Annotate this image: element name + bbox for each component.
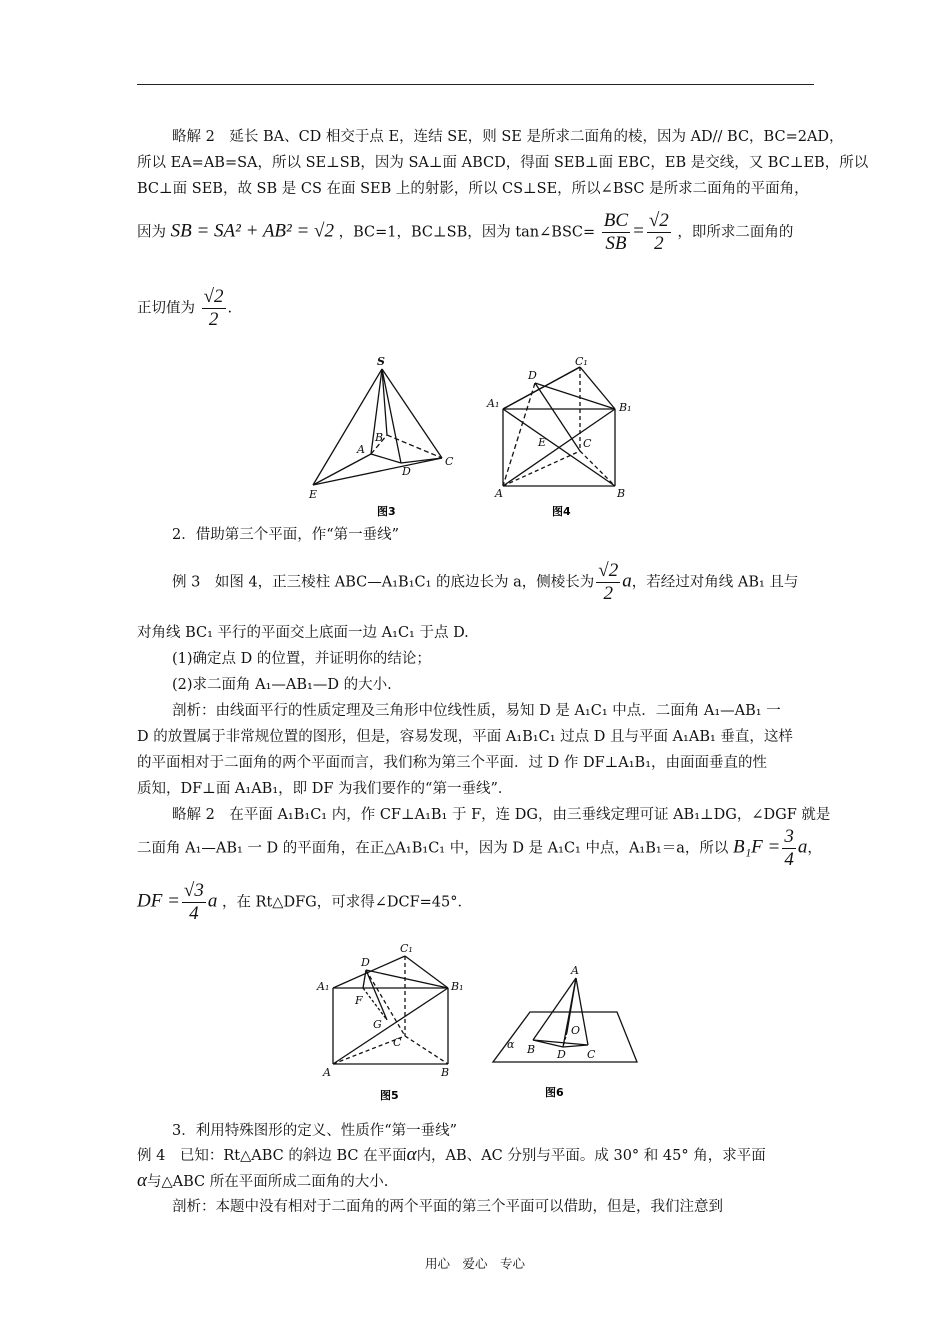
- question-2: (2)求二面角 A₁—AB₁—D 的大小.: [172, 677, 392, 693]
- figure-5-prism: [315, 940, 475, 1105]
- text-tan: ，BC=1，BC⊥SB，因为 tan∠BSC=: [338, 224, 596, 241]
- svg-text:D: D: [557, 1048, 566, 1061]
- svg-text:E: E: [309, 488, 318, 501]
- figure-5-caption: 图5: [380, 1089, 399, 1102]
- equation-b1f: B₁F =: [732, 836, 781, 858]
- svg-text:E: E: [538, 436, 547, 449]
- figure-6-caption: 图6: [545, 1086, 564, 1099]
- heading-2: 2．借助第三个平面，作“第一垂线”: [172, 527, 400, 543]
- svg-text:D: D: [361, 956, 370, 969]
- analysis-line5: 剖析：本题中没有相对于二面角的两个平面的第三个平面可以借助，但是，我们注意到: [172, 1199, 723, 1215]
- analysis-line3: 的平面相对于二面角的两个平面而言，我们称为第三个平面．过 D 作 DF⊥A₁B₁，由面面垂直的性: [137, 755, 768, 771]
- solution2-line2: 所以 EA=AB=SA，所以 SE⊥SB，因为 SA⊥面 ABCD，得面 SEB⊥面 EBC，EB 是交线，又 BC⊥EB，所以: [137, 155, 869, 171]
- analysis-line1: 剖析：由线面平行的性质定理及三角形中位线性质，易知 D 是 A₁C₁ 中点．二面角 A₁—AB₁ 一: [172, 703, 781, 719]
- svg-text:A₁: A₁: [487, 397, 500, 410]
- heading-3: 3．利用特殊图形的定义、性质作“第一垂线”: [172, 1123, 458, 1139]
- svg-text:α: α: [507, 1038, 515, 1051]
- svg-text:D: D: [528, 369, 537, 382]
- text-because: 因为: [137, 224, 166, 241]
- fraction-sqrt2-2: $\frac{√2}{2}$: [648, 210, 669, 254]
- svg-text:A: A: [571, 964, 579, 977]
- solution2-line5: 正切值为 $\frac{√2}{2}$ .: [137, 286, 233, 330]
- svg-text:O: O: [571, 1024, 581, 1037]
- fraction-sqrt2-over-2: $\frac{√2}{2}$: [598, 560, 619, 604]
- solution2-line4: 因为 SB = SA² + AB² = √2 ，BC=1，BC⊥SB，因为 tan∠BSC= $\frac{BC}{SB}$ = $\frac{√2}{2}$ ，即所求二面角的: [137, 210, 794, 254]
- fraction-bc-sb: $\frac{BC}{SB}$: [603, 210, 629, 254]
- svg-text:C: C: [393, 1036, 402, 1049]
- header-rule: [137, 84, 814, 85]
- solution-line3: DF = $\frac{√3}{4}$ a ，在 Rt△DFG，可求得∠DCF=45°．: [137, 880, 473, 924]
- solution-line2: 二面角 A₁—AB₁ 一 D 的平面角，在正△A₁B₁C₁ 中，因为 D 是 A₁C₁ 中点，A₁B₁＝a，所以 B₁F = $\frac{3}{4}$ a，: [137, 826, 822, 870]
- svg-text:B: B: [527, 1043, 536, 1056]
- svg-text:B₁: B₁: [451, 980, 464, 993]
- page-footer: 用心 爱心 专心: [424, 1256, 525, 1271]
- analysis-line2: D 的放置属于非常规位置的图形，但是，容易发现，平面 A₁B₁C₁ 过点 D 且与平面 A₁AB₁ 垂直，这样: [137, 729, 793, 745]
- question-1: (1)确定点 D 的位置，并证明你的结论；: [172, 651, 431, 667]
- svg-text:A₁: A₁: [317, 980, 330, 993]
- fraction-sqrt3-4: $\frac{√3}{4}$: [183, 880, 204, 924]
- svg-text:B₁: B₁: [619, 401, 632, 414]
- svg-text:C₁: C₁: [400, 942, 413, 955]
- example4-line1: 例 4 已知：Rt△ABC 的斜边 BC 在平面α内，AB、AC 分别与平面。成 30° 和 45° 角，求平面: [137, 1144, 766, 1165]
- analysis-line4: 质知，DF⊥面 A₁AB₁，即 DF 为我们要作的“第一垂线”．: [137, 781, 513, 797]
- solution-line1: 略解 2 在平面 A₁B₁C₁ 内，作 CF⊥A₁B₁ 于 F，连 DG，由三垂线定理可证 AB₁⊥DG，∠DGF 就是: [172, 807, 831, 823]
- solution2-line1: 略解 2 延长 BA、CD 相交于点 E，连结 SE，则 SE 是所求二面角的棱，因为 AD// BC，BC=2AD，: [172, 129, 844, 145]
- equation-df: DF =: [137, 890, 180, 912]
- svg-text:F: F: [355, 994, 363, 1007]
- svg-text:D: D: [402, 465, 411, 478]
- svg-text:S: S: [377, 355, 385, 368]
- svg-text:A: A: [357, 443, 365, 456]
- svg-text:C: C: [583, 437, 592, 450]
- svg-text:A: A: [323, 1066, 331, 1079]
- figure-6-plane: [485, 962, 650, 1102]
- svg-text:C: C: [587, 1048, 596, 1061]
- svg-text:B: B: [375, 431, 384, 444]
- solution2-line3: BC⊥面 SEB，故 SB 是 CS 在面 SEB 上的射影，所以 CS⊥SE，所以∠BSC 是所求二面角的平面角，: [137, 181, 809, 197]
- example3-line2: 对角线 BC₁ 平行的平面交上底面一边 A₁C₁ 于点 D.: [137, 625, 469, 641]
- svg-text:C₁: C₁: [575, 355, 588, 368]
- alpha-symbol: α: [137, 1170, 147, 1191]
- figure-4-prism: [485, 355, 635, 520]
- svg-text:B: B: [617, 487, 626, 500]
- example3-line1: 例 3 如图 4，正三棱柱 ABC—A₁B₁C₁ 的底边长为 a，侧棱长为 $\frac{√2}{2}$ a，若经过对角线 AB₁ 且与: [172, 560, 799, 604]
- svg-text:G: G: [373, 1018, 382, 1031]
- svg-text:A: A: [495, 487, 503, 500]
- text-answer: ，即所求二面角的: [677, 224, 794, 241]
- alpha-symbol: α: [406, 1144, 417, 1165]
- svg-text:C: C: [445, 455, 454, 468]
- figure-3-caption: 图3: [377, 505, 396, 518]
- equation-sb: SB = SA² + AB² = √2: [170, 220, 334, 242]
- fraction-3-4: $\frac{3}{4}$: [784, 826, 794, 870]
- figure-4-caption: 图4: [552, 505, 571, 518]
- figure-3-pyramid: [305, 355, 475, 520]
- fraction-answer: $\frac{√2}{2}$: [203, 286, 224, 330]
- svg-text:B: B: [441, 1066, 450, 1079]
- example4-line2: α与△ABC 所在平面所成二面角的大小.: [137, 1170, 389, 1191]
